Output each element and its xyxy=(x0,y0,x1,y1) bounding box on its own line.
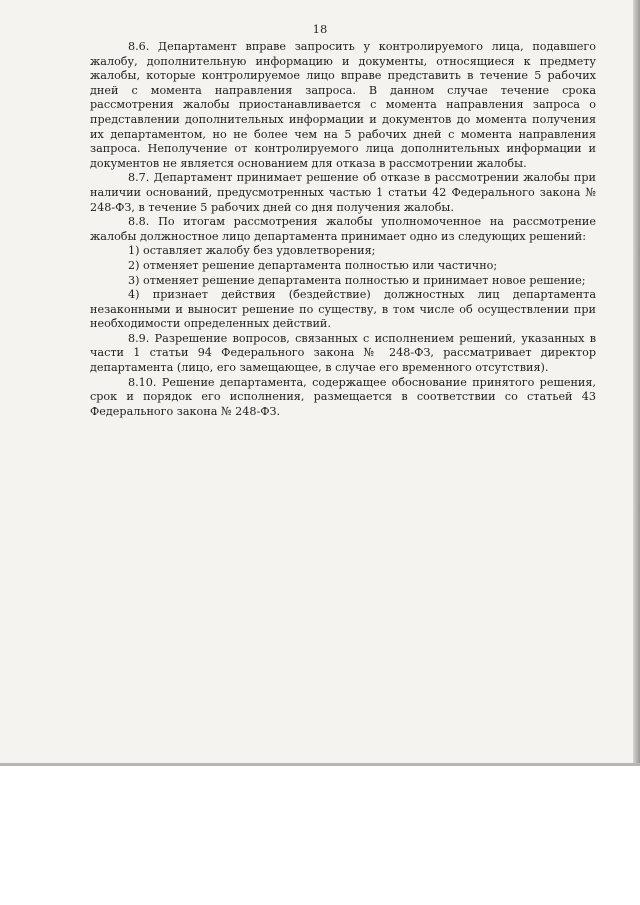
blank-margin xyxy=(0,766,640,905)
scan-shadow-edge xyxy=(633,0,640,766)
decision-item-1: 1) оставляет жалобу без удовлетворения; xyxy=(128,244,376,258)
document-body xyxy=(90,40,596,419)
decision-item-3: 3) отменяет решение департамента полностью и принимает новое решение; xyxy=(128,273,586,287)
paragraph-8-7: 8.7. Департамент принимает решение об отказе в рассмотрении жалобы при наличии оснований, предусмотренных частью 1 статьи 42 Федерального закона № 248-ФЗ, в течение 5 рабочих дней со дня получения жалобы. xyxy=(90,171,596,214)
decision-item-2: 2) отменяет решение департамента полностью или частично; xyxy=(128,258,498,272)
page-number: 18 xyxy=(312,22,328,36)
decision-item-4: 4) признает действия (бездействие) должностных лиц департамента незаконными и выносит решение по существу, в том числе об осуществлении при необходимости определенных действий. xyxy=(90,288,596,331)
paragraph-8-8: 8.8. По итогам рассмотрения жалобы уполномоченное на рассмотрение жалобы должностное лицо департамента принимает одно из следующих решений: xyxy=(90,215,596,243)
paragraph-8-9: 8.9. Разрешение вопросов, связанных с исполнением решений, указанных в части 1 статьи 94 Федерального закона № 248-ФЗ, рассматривает директор департамента (лицо, его замещающее, в случае его временного отсутствия). xyxy=(90,331,596,375)
paragraph-8-6: 8.6. Департамент вправе запросить у контролируемого лица, подавшего жалобу, дополнительную информацию и документы, относящиеся к предмету жалобы, которые контролируемое лицо вправе представить в течение 5 рабочих дней с момента направления запроса. В данном случае течение срока рассмотрения жалобы приостанавливается с момента направления запроса о представлении дополнительных информации и документов до момента получения их департаментом, но не более чем на 5 рабочих дней с момента направления запроса. Неполучение от контролируемого лица дополнительных информации и документов не является основанием для отказа в рассмотрении жалобы. xyxy=(90,40,596,170)
paragraph-8-10: 8.10. Решение департамента, содержащее обоснование принятого решения, срок и порядок его исполнения, размещается в соответствии со статьей 43 Федерального закона № 248-ФЗ. xyxy=(90,375,596,418)
